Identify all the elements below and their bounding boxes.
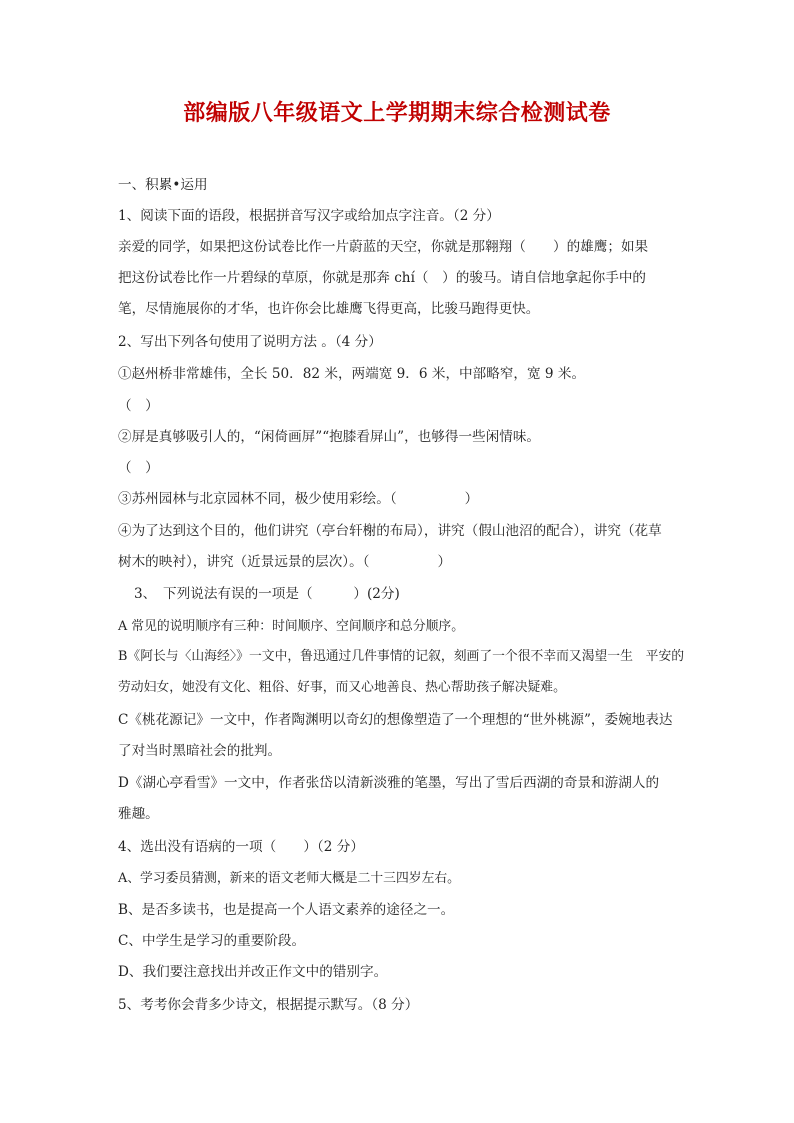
question-3-option-d-cont: 雅趣。: [118, 806, 159, 822]
question-4-stem: 4、选出没有语病的一项（ ）（2 分）: [118, 839, 364, 855]
question-3-option-d: D《湖心亭看雪》一文中，作者张岱以清新淡雅的笔墨，写出了雪后西湖的奇景和游湖人的: [118, 775, 660, 791]
question-3-option-b: B《阿长与〈山海经〉》一文中，鲁迅通过几件事情的记叙，刻画了一个很不幸而又渴望一生 平安的: [118, 649, 685, 664]
question-1-stem: 1、阅读下面的语段，根据拼音写汉字或给加点字注音。（2 分）: [118, 208, 500, 224]
question-2-sentence-4: ④为了达到这个目的，他们讲究（亭台轩榭的布局），讲究（假山池沼的配合），讲究（花草: [118, 523, 662, 539]
question-5-stem: 5、考考你会背多少诗文，根据提示默写。（8 分）: [118, 997, 419, 1013]
question-3-option-c: C《桃花源记》一文中，作者陶渊明以奇幻的想像塑造了一个理想的“世外桃源”，委婉地表达: [118, 712, 673, 728]
page-title: 部编版八年级语文上学期期末综合检测试卷: [183, 101, 611, 126]
answer-blank: （ ）: [118, 460, 159, 476]
question-3-option-a: A 常见的说明顺序有三种：时间顺序、空间顺序和总分顺序。: [118, 619, 465, 634]
question-2-sentence-1: ①赵州桥非常雄伟，全长 50．82 米，两端宽 9．6 米，中部略窄，宽 9 米。: [118, 366, 586, 382]
question-2-stem: 2、写出下列各句使用了说明方法 。（4 分）: [118, 334, 382, 350]
question-1-passage-line: 亲爱的同学，如果把这份试卷比作一片蔚蓝的天空，你就是那翱翔（ ）的雄鹰；如果: [118, 239, 649, 255]
question-2-sentence-4-cont: 树木的映衬），讲究（近景远景的层次）。（ ）: [118, 554, 452, 570]
question-3-stem: 3、 下列说法有误的一项是（ ）(2分): [134, 586, 400, 602]
section-heading: 一、积累•运用: [118, 177, 208, 193]
question-1-passage-line: 把这份试卷比作一片碧绿的草原，你就是那奔 chí（ ）的骏马。请自信地拿起你手中的: [118, 270, 647, 286]
question-2-sentence-2: ②屏是真够吸引人的，“闲倚画屏”“抱膝看屏山”，也够得一些闲情味。: [118, 429, 541, 445]
question-1-passage-line: 笔，尽情施展你的才华，也许你会比雄鹰飞得更高，比骏马跑得更快。: [118, 301, 540, 317]
question-4-option-c: C、中学生是学习的重要阶段。: [118, 933, 306, 949]
question-4-option-b: B、是否多读书，也是提高一个人语文素养的途径之一。: [118, 902, 455, 918]
answer-blank: （ ）: [118, 398, 159, 414]
question-4-option-a: A、学习委员猜测，新来的语文老师大概是二十三四岁左右。: [118, 871, 460, 886]
question-3-option-c-cont: 了对当时黑暗社会的批判。: [118, 743, 282, 759]
question-2-sentence-3: ③苏州园林与北京园林不同，极少使用彩绘。（ ）: [118, 491, 479, 507]
question-4-option-d: D、我们要注意找出并改正作文中的错别字。: [118, 964, 388, 980]
question-3-option-b-cont: 劳动妇女，她没有文化、粗俗、好事，而又心地善良、热心帮助孩子解决疑难。: [118, 680, 566, 695]
